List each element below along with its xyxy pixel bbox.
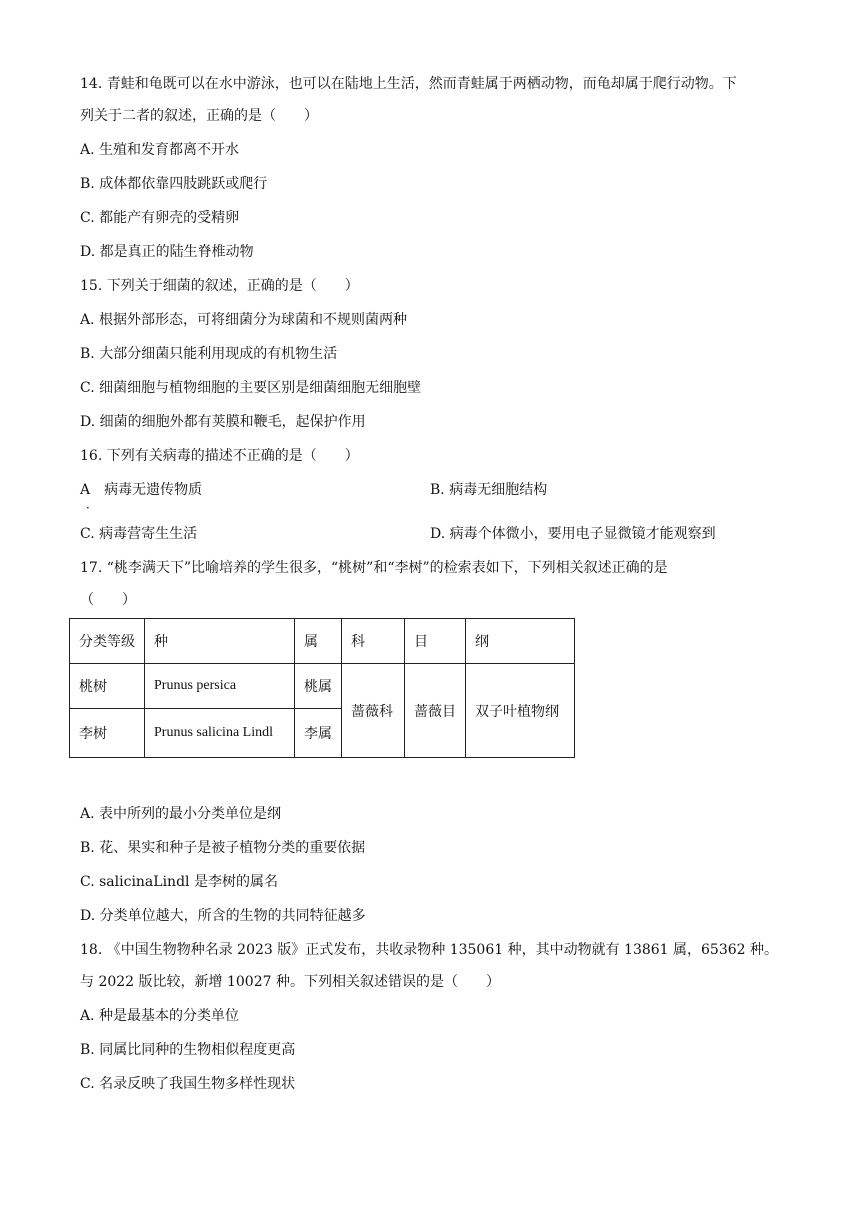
table-cell-species: Prunus persica <box>145 664 295 709</box>
table-cell-name: 李树 <box>70 709 145 758</box>
table-header-cell: 目 <box>405 619 466 664</box>
table-cell-name: 桃树 <box>70 664 145 709</box>
table-header-cell: 分类等级 <box>70 619 145 664</box>
q18-stem-line2: 与 2022 版比较，新增 10027 种。下列相关叙述错误的是（ ） <box>80 974 500 990</box>
q17-stem-line1: 17. “桃李满天下”比喻培养的学生很多，“桃树”和“李树”的检索表如下，下列相关叙述正确的是 <box>80 560 668 576</box>
q18-option-a: A. 种是最基本的分类单位 <box>80 1008 240 1024</box>
q14-option-b: B. 成体都依靠四肢跳跃或爬行 <box>80 176 268 192</box>
table-header-cell: 属 <box>295 619 342 664</box>
q17-option-b: B. 花、果实和种子是被子植物分类的重要依据 <box>80 840 366 856</box>
q15-option-c: C. 细菌细胞与植物细胞的主要区别是细菌细胞无细胞壁 <box>80 380 422 396</box>
q17-stem-line2: （ ） <box>80 592 136 608</box>
q14-option-d: D. 都是真正的陆生脊椎动物 <box>80 244 254 260</box>
q16-stem: 16. 下列有关病毒的描述不正确的是（ ） <box>80 448 359 464</box>
table-cell-species: Prunus salicina Lindl <box>145 709 295 758</box>
table-row <box>70 664 575 709</box>
q15-option-d: D. 细菌的细胞外都有荚膜和鞭毛，起保护作用 <box>80 414 366 430</box>
q17-option-c: C. salicinaLindl 是李树的属名 <box>80 874 278 890</box>
table-cell-genus: 桃属 <box>295 664 342 709</box>
table-header-row <box>70 619 575 664</box>
q14-option-c: C. 都能产有卵壳的受精卵 <box>80 210 240 226</box>
table-header-cell: 种 <box>145 619 295 664</box>
q14-stem-line2: 列关于二者的叙述，正确的是（ ） <box>80 108 318 124</box>
q16-option-a-dot: ． <box>86 497 99 511</box>
q16-option-d: D. 病毒个体微小，要用电子显微镜才能观察到 <box>430 526 716 542</box>
q17-option-a: A. 表中所列的最小分类单位是纲 <box>80 806 282 822</box>
q18-stem-line1: 18. 《中国生物物种名录 2023 版》正式发布，共收录物种 135061 种，其中动物就有 13861 属，65362 种。 <box>80 942 779 958</box>
classification-table <box>69 618 575 758</box>
table-cell-order: 蔷薇目 <box>405 664 466 758</box>
table-cell-genus: 李属 <box>295 709 342 758</box>
table-cell-family: 蔷薇科 <box>342 664 405 758</box>
table-header-cell: 科 <box>342 619 405 664</box>
q14-stem-line1: 14. 青蛙和龟既可以在水中游泳，也可以在陆地上生活，然而青蛙属于两栖动物，而龟却属于爬行动物。下 <box>80 76 737 92</box>
q16-option-a: A 病毒无遗传物质 <box>80 482 203 498</box>
q14-option-a: A. 生殖和发育都离不开水 <box>80 142 240 158</box>
q15-option-a: A. 根据外部形态，可将细菌分为球菌和不规则菌两种 <box>80 312 408 328</box>
q16-option-c: C. 病毒营寄生生活 <box>80 526 198 542</box>
q17-option-d: D. 分类单位越大，所含的生物的共同特征越多 <box>80 908 366 924</box>
q15-option-b: B. 大部分细菌只能利用现成的有机物生活 <box>80 346 338 362</box>
q18-option-b: B. 同属比同种的生物相似程度更高 <box>80 1042 296 1058</box>
q18-option-c: C. 名录反映了我国生物多样性现状 <box>80 1076 296 1092</box>
table-cell-class: 双子叶植物纲 <box>466 664 575 758</box>
table-header-cell: 纲 <box>466 619 575 664</box>
q16-option-b: B. 病毒无细胞结构 <box>430 482 548 498</box>
q15-stem: 15. 下列关于细菌的叙述，正确的是（ ） <box>80 278 359 294</box>
